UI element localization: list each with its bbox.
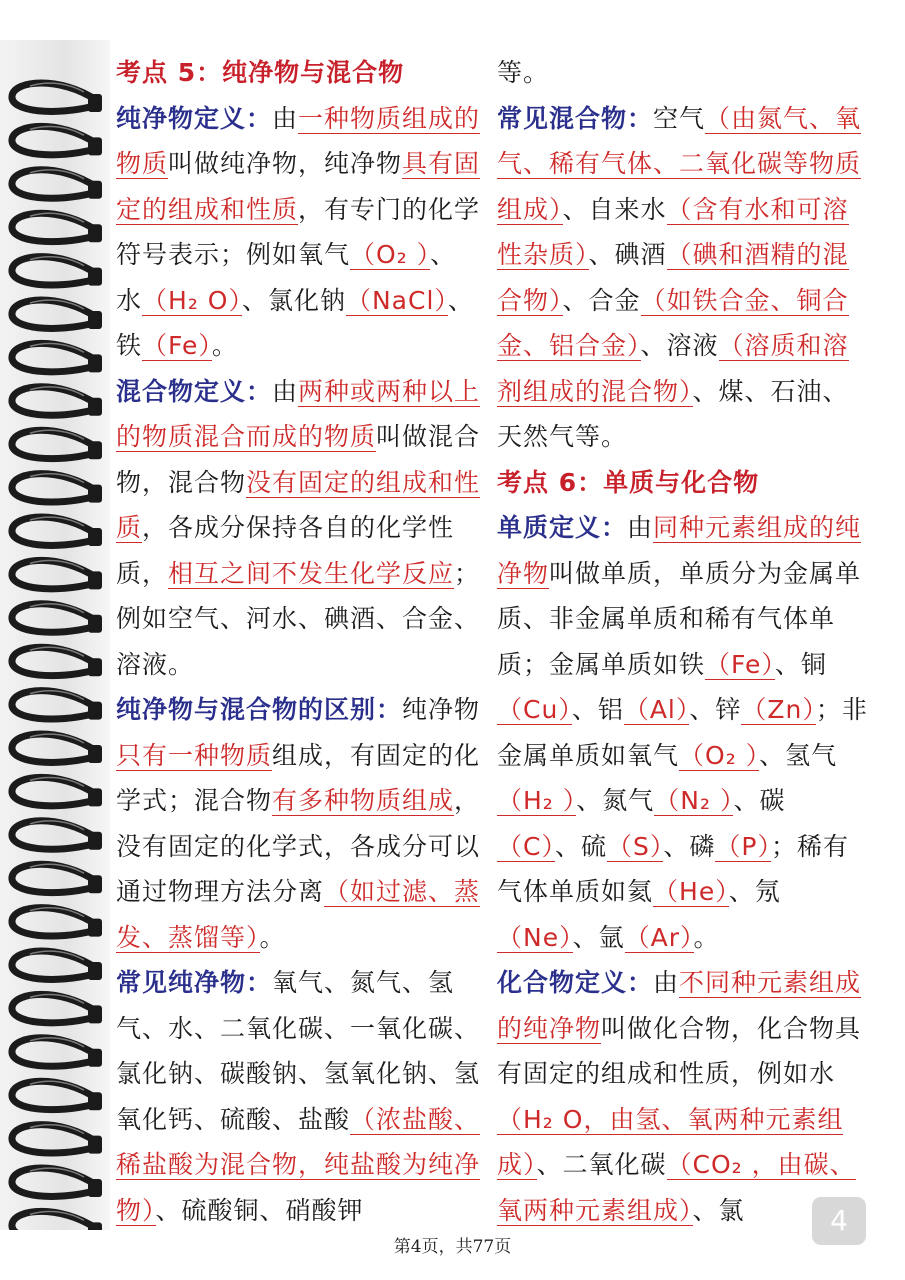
binding-ring [12, 1125, 102, 1154]
common-pure-substances: 常见纯净物：氧气、氮气、氢气、水、二氧化碳、一氧化碳、氯化钠、碳酸钠、氢氧化钠、氢氧化钙、硫酸、盐酸（浓盐酸、稀盐酸为混合物，纯盐酸为纯净物）、硫酸铜、硝酸钾 [116, 968, 481, 1225]
pure-vs-mixture-difference: 纯净物与混合物的区别：纯净物只有一种物质组成，有固定的化学式；混合物有多种物质组成，没有固定的化学式，各成分可以通过物理方法分离（如过滤、蒸发、蒸馏等）。 [116, 695, 481, 952]
answer: （C） [497, 831, 555, 861]
page-footer: 第4页，共77页 [393, 1237, 512, 1257]
binding-ring [12, 1211, 102, 1230]
answer: （O₂ ） [679, 740, 760, 770]
binding-ring [12, 430, 102, 459]
answer: （H₂ O） [142, 285, 242, 315]
binding-ring [12, 1081, 102, 1110]
binding-ring [12, 474, 102, 503]
answer: （H₂ ） [497, 786, 577, 815]
answer: 不同种元素组成的纯净物 [497, 968, 862, 1043]
binding-ring [12, 1168, 102, 1197]
binding-ring [12, 126, 102, 155]
answer: 相互之间不发生化学反应 [168, 558, 455, 588]
binding-ring [12, 734, 102, 763]
answer: （含有水和可溶性杂质） [497, 194, 849, 269]
answer: 只有一种物质 [116, 740, 273, 770]
binding-ring [12, 170, 102, 199]
answer: （O₂ ） [350, 240, 431, 269]
answer: 同种元素组成的纯净物 [497, 513, 862, 588]
binding-ring [12, 864, 102, 893]
binding-ring [12, 83, 102, 112]
binding-ring [12, 1038, 102, 1067]
answer: （浓盐酸、稀盐酸为混合物，纯盐酸为纯净物） [116, 1104, 481, 1225]
term-label: 常见纯净物： [116, 968, 273, 997]
answer: （P） [715, 831, 771, 861]
binding-ring [12, 300, 102, 329]
binding-ring [12, 213, 102, 242]
mixture-definition: 混合物定义：由两种或两种以上的物质混合而成的物质叫做混合物，混合物没有固定的组成和性质，各成分保持各自的化学性质，相互之间不发生化学反应；例如空气、河水、碘酒、合金、溶液。 [116, 376, 481, 679]
binding-ring [12, 647, 102, 676]
term-label: 纯净物定义： [116, 103, 273, 133]
binding-rings-icon [0, 40, 110, 1230]
binding-ring [12, 951, 102, 980]
answer: （He） [653, 877, 729, 906]
continued-text: 等。 [497, 58, 550, 87]
answer: （溶质和溶剂组成的混合物） [497, 331, 849, 406]
binding-ring [12, 560, 102, 589]
section-title-5: 考点 5：纯净物与混合物 [116, 58, 405, 87]
common-mixtures: 常见混合物：空气（由氮气、氧气、稀有气体、二氧化碳等物质组成）、自来水（含有水和可溶性杂质）、碘酒（碘和酒精的混合物）、合金（如铁合金、铜合金、铝合金）、溶液（溶质和溶剂组成的混合物）、煤、石油、天然气等。 [497, 103, 862, 451]
answer: （S） [606, 831, 664, 861]
binding-ring [12, 257, 102, 286]
answer: （Ne） [497, 922, 573, 952]
binding-ring [12, 387, 102, 416]
pure-substance-definition: 纯净物定义：由一种物质组成的物质叫做纯净物，纯净物具有固定的组成和性质，有专门的化学符号表示；例如氧气（O₂ ）、水（H₂ O）、氯化钠（NaCl）、铁（Fe）。 [116, 103, 481, 360]
binding-ring [12, 994, 102, 1023]
answer: （如过滤、蒸发、蒸馏等） [116, 877, 481, 952]
answer: （Al） [623, 695, 690, 724]
binding-ring [12, 908, 102, 937]
answer: （由氮气、氧气、稀有气体、二氧化碳等物质组成） [497, 103, 862, 224]
term-label: 常见混合物： [497, 103, 654, 133]
binding-ring [12, 604, 102, 633]
answer: （NaCl） [345, 285, 448, 315]
answer: 有多种物质组成 [272, 786, 455, 815]
term-label: 单质定义： [497, 513, 628, 542]
answer: （H₂ O，由氢、氧两种元素组成） [497, 1104, 844, 1179]
term-label: 纯净物与混合物的区别： [116, 695, 403, 724]
answer: （Zn） [741, 695, 816, 724]
answer: 一种物质组成的物质 [116, 103, 481, 178]
term-label: 混合物定义： [116, 376, 273, 406]
term-label: 化合物定义： [497, 968, 654, 997]
answer: 没有固定的组成和性质 [116, 467, 481, 542]
spiral-binding [0, 40, 110, 1230]
answer: （Fe） [142, 331, 212, 360]
element-definition: 单质定义：由同种元素组成的纯净物叫做单质，单质分为金属单质、非金属单质和稀有气体单质；金属单质如铁（Fe）、铜（Cu）、铝（Al）、锌（Zn）；非金属单质如氧气（O₂ ）、氢气（H₂ ）、氮气（N₂ ）、碳（C）、硫（S）、磷（P）；稀有气体单质如氦（He）、氖（Ne）、氩（Ar）。 [497, 513, 868, 952]
binding-ring [12, 777, 102, 806]
answer: （N₂ ） [654, 786, 734, 815]
answer: （Ar） [624, 922, 694, 952]
binding-ring [12, 691, 102, 720]
compound-definition: 化合物定义：由不同种元素组成的纯净物叫做化合物，化合物具有固定的组成和性质，例如水（H₂ O，由氢、氧两种元素组成）、二氧化碳（CO₂ ，由碳、氧两种元素组成）、氯 [497, 968, 862, 1225]
answer: 两种或两种以上的物质混合而成的物质 [116, 376, 481, 451]
answer: （碘和酒精的混合物） [497, 240, 849, 315]
answer: （Cu） [497, 695, 572, 724]
page-number-badge[interactable]: 4 [812, 1197, 866, 1245]
answer: （CO₂ ，由碳、氧两种元素组成） [497, 1150, 856, 1225]
binding-ring [12, 517, 102, 546]
left-column [116, 50, 482, 1233]
answer: （如铁合金、铜合金、铝合金） [497, 285, 849, 360]
section-title-6: 考点 6：单质与化合物 [497, 467, 760, 497]
right-column [497, 50, 869, 1233]
answer: 具有固定的组成和性质 [116, 149, 481, 224]
binding-ring [12, 821, 102, 850]
answer: （Fe） [705, 649, 775, 679]
binding-ring [12, 343, 102, 372]
